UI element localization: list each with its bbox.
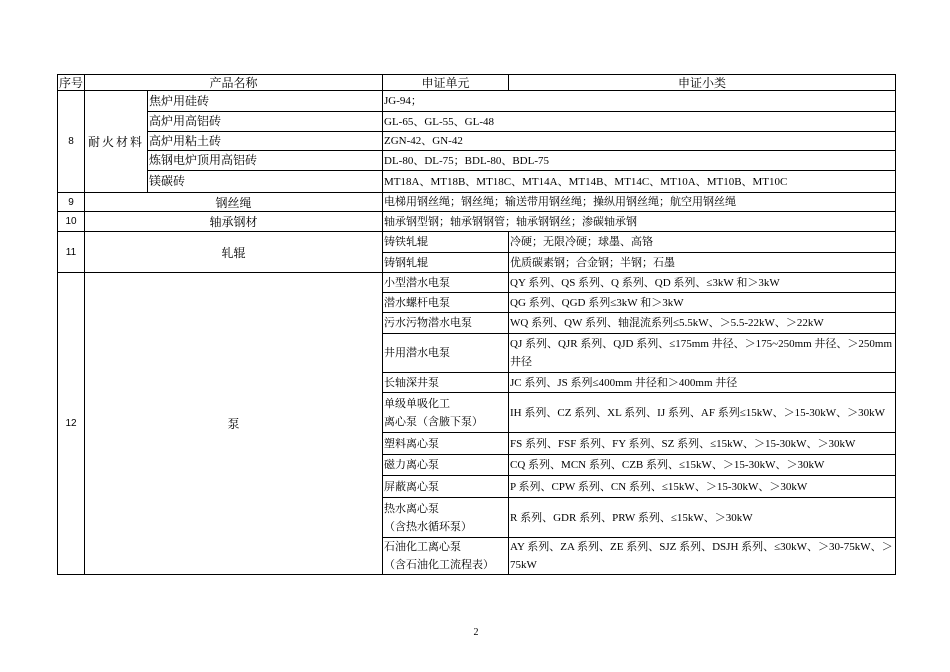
table-row (58, 112, 896, 132)
header-row (58, 75, 896, 91)
item-value: JG-94； (383, 91, 896, 112)
unit-name-line: （含热水循环泵） (384, 520, 473, 533)
product-table (57, 74, 896, 575)
unit-name: 长轴深井泵 (383, 373, 509, 393)
unit-name-line: 单级单吸化工 (384, 397, 451, 410)
product-name: 钢丝绳 (85, 193, 383, 212)
product-name: 轴承钢材 (85, 212, 383, 232)
category-name: 耐火材料 (85, 91, 148, 193)
item-value: DL-80、DL-75；BDL-80、BDL-75 (383, 151, 896, 171)
unit-name-line: 石油化工离心泵 (384, 541, 462, 553)
subcategory-value: QJ 系列、QJR 系列、QJD 系列、≤175mm 井径、＞175~250mm 井径、＞250mm 井径 (509, 334, 896, 373)
header-no: 序号 (59, 75, 84, 90)
table-row (58, 91, 896, 112)
table-row (58, 193, 896, 212)
unit-name-line: 离心泵（含腋下泵） (384, 415, 484, 428)
subcategory-value: CQ 系列、MCN 系列、CZB 系列、≤15kW、＞15-30kW、＞30kW (509, 455, 896, 476)
item-name: 镁碳砖 (148, 171, 383, 193)
table-row (58, 273, 896, 293)
unit-name (383, 498, 509, 538)
subcategory-value: 优质碳素钢；合金钢；半钢；石墨 (509, 253, 896, 273)
subcategory-value: WQ 系列、QW 系列、轴混流系列≤5.5kW、＞5.5-22kW、＞22kW (509, 313, 896, 334)
table-row (58, 212, 896, 232)
unit-name: 铸钢轧辊 (383, 253, 509, 273)
table-row (58, 151, 896, 171)
table-row (58, 171, 896, 193)
header-unit: 申证单元 (383, 75, 509, 91)
header-product-name: 产品名称 (85, 75, 383, 91)
unit-name: 井用潜水电泵 (383, 334, 509, 373)
header-subcategory: 申证小类 (509, 75, 896, 91)
item-value: 电梯用钢丝绳；钢丝绳；输送带用钢丝绳；操纵用钢丝绳；航空用钢丝绳 (383, 193, 896, 212)
subcategory-value: IH 系列、CZ 系列、XL 系列、IJ 系列、AF 系列≤15kW、＞15-30kW、＞30kW (509, 393, 896, 433)
item-value: GL-65、GL-55、GL-48 (383, 112, 896, 132)
unit-name-line: 热水离心泵 (384, 502, 440, 515)
product-name: 轧辊 (85, 232, 383, 273)
page-number: 2 (473, 627, 479, 638)
table-row (58, 132, 896, 151)
item-name: 焦炉用硅砖 (148, 91, 383, 112)
subcategory-value: FS 系列、FSF 系列、FY 系列、SZ 系列、≤15kW、＞15-30kW、＞30kW (509, 433, 896, 455)
subcategory-value: 冷硬；无限冷硬；球墨、高铬 (509, 232, 896, 253)
unit-name: 污水污物潜水电泵 (383, 313, 509, 334)
item-name: 炼钢电炉顶用高铝砖 (148, 151, 383, 171)
unit-name (383, 538, 509, 575)
unit-name: 屏蔽离心泵 (383, 476, 509, 498)
subcategory-value: QG 系列、QGD 系列≤3kW 和＞3kW (509, 293, 896, 313)
item-value: 轴承钢型钢；轴承钢钢管；轴承钢钢丝；渗碳轴承钢 (383, 212, 896, 232)
subcategory-value: AY 系列、ZA 系列、ZE 系列、SJZ 系列、DSJH 系列、≤30kW、＞30-75kW、＞75kW (509, 538, 896, 575)
unit-name (383, 393, 509, 433)
row-number: 9 (58, 193, 85, 212)
row-number: 12 (58, 273, 85, 575)
unit-name: 塑料离心泵 (383, 433, 509, 455)
subcategory-value: JC 系列、JS 系列≤400mm 井径和＞400mm 井径 (509, 373, 896, 393)
unit-name: 铸铁轧辊 (383, 232, 509, 253)
item-name: 高炉用粘土砖 (148, 132, 383, 151)
unit-name: 潜水螺杆电泵 (383, 293, 509, 313)
item-value: MT18A、MT18B、MT18C、MT14A、MT14B、MT14C、MT10A、MT10B、MT10C (383, 171, 896, 193)
table-row (58, 232, 896, 253)
row-number: 11 (58, 232, 85, 273)
row-number: 8 (58, 91, 85, 193)
product-name: 泵 (85, 273, 383, 575)
subcategory-value: P 系列、CPW 系列、CN 系列、≤15kW、＞15-30kW、＞30kW (509, 476, 896, 498)
subcategory-value: R 系列、GDR 系列、PRW 系列、≤15kW、＞30kW (509, 498, 896, 538)
unit-name: 磁力离心泵 (383, 455, 509, 476)
subcategory-value: QY 系列、QS 系列、Q 系列、QD 系列、≤3kW 和＞3kW (509, 273, 896, 293)
row-number: 10 (58, 212, 85, 232)
unit-name: 小型潜水电泵 (383, 273, 509, 293)
item-value: ZGN-42、GN-42 (383, 132, 896, 151)
unit-name-line: （含石油化工流程表） (384, 559, 495, 571)
item-name: 高炉用高铝砖 (148, 112, 383, 132)
